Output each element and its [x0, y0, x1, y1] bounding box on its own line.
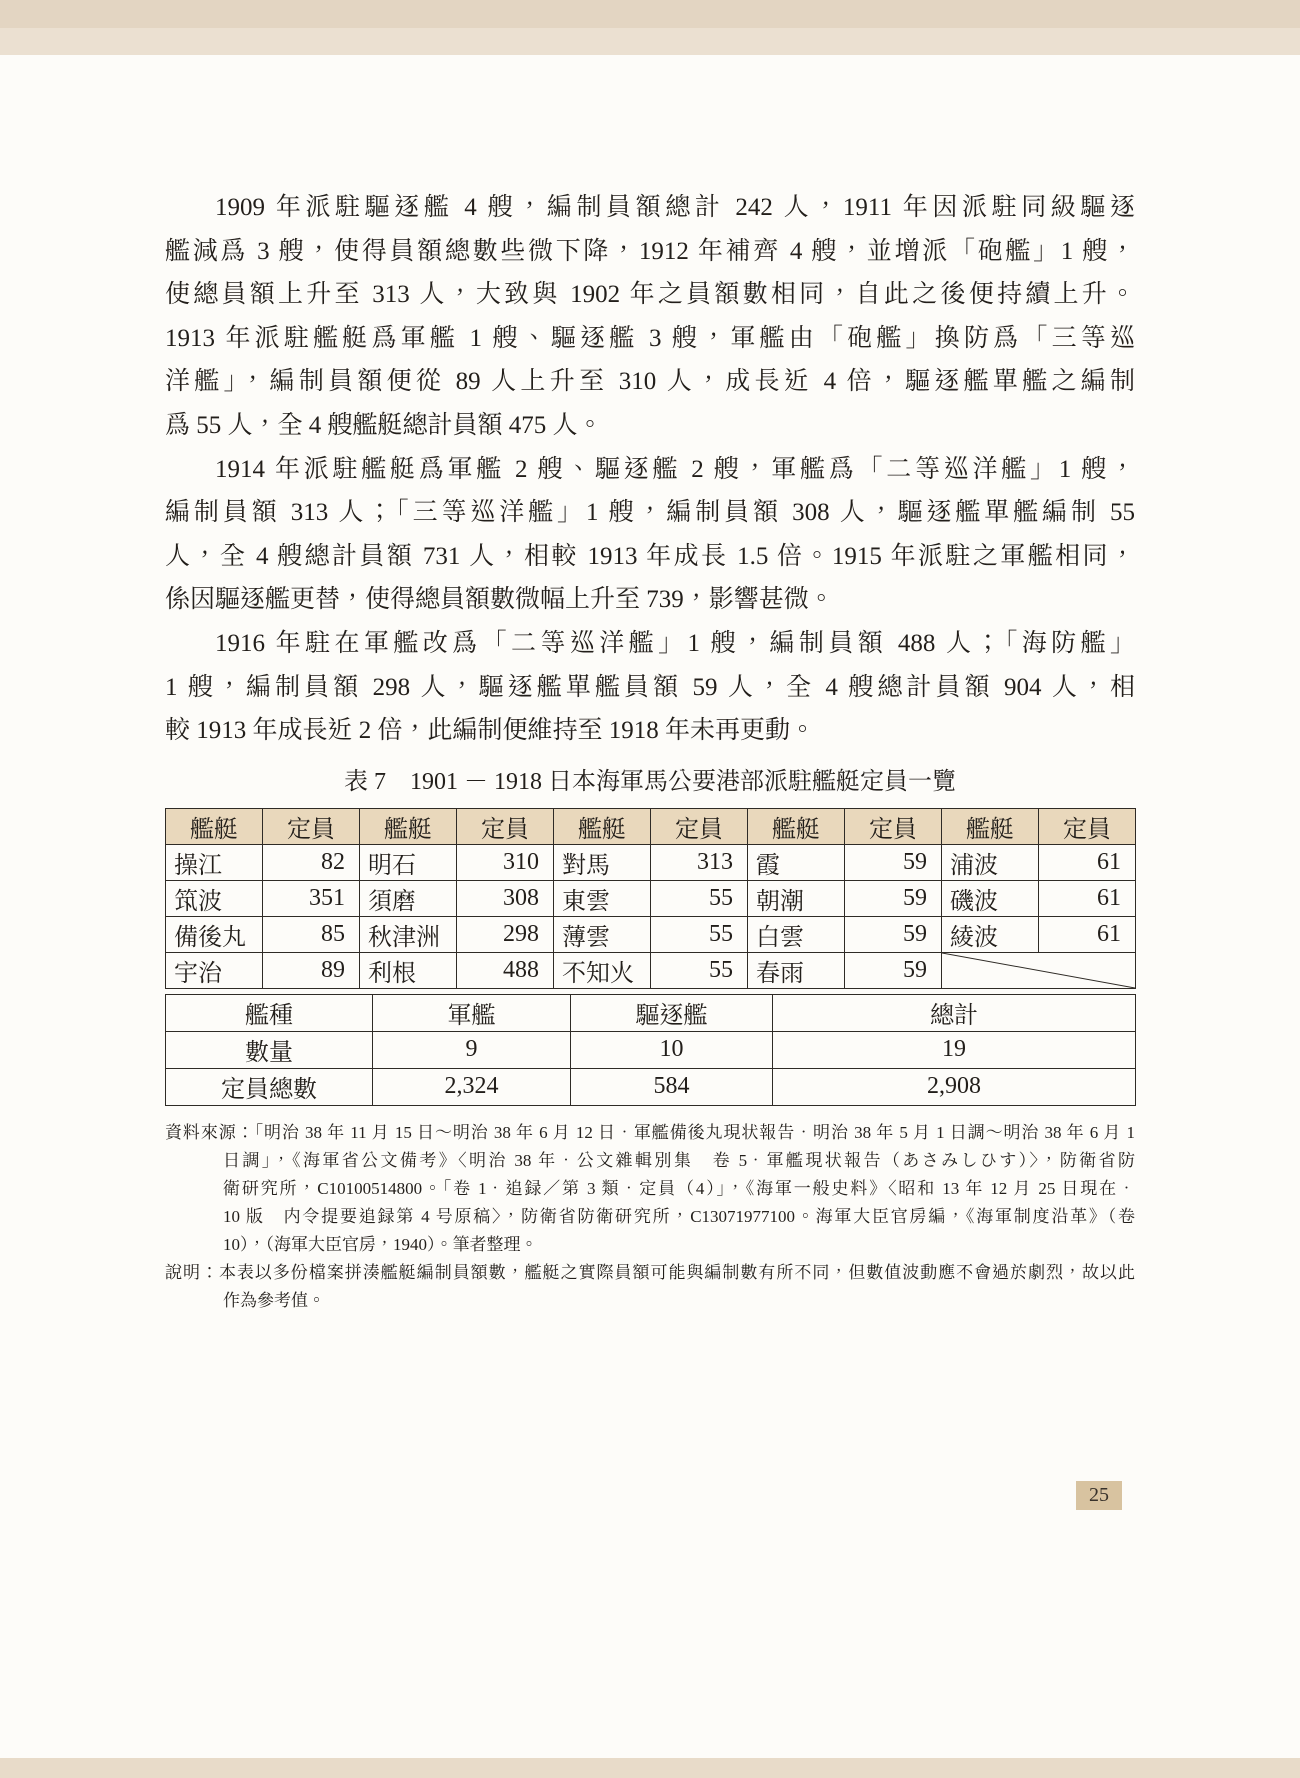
summary-cell: 總計 — [773, 994, 1136, 1031]
crew-count-cell: 59 — [845, 952, 942, 988]
table-row — [166, 952, 1136, 988]
footnotes — [165, 1119, 1135, 1315]
crew-count-cell: 298 — [457, 916, 554, 952]
ship-name-cell: 須磨 — [360, 880, 457, 916]
page-number — [1076, 1481, 1122, 1510]
summary-cell: 584 — [571, 1068, 773, 1105]
summary-cell: 10 — [571, 1031, 773, 1068]
column-header-crew: 定員 — [651, 808, 748, 844]
crew-count-cell: 55 — [651, 952, 748, 988]
crew-count-cell: 308 — [457, 880, 554, 916]
ship-name-cell: 綾波 — [942, 916, 1039, 952]
header-band — [0, 0, 1300, 55]
summary-row — [166, 1031, 1136, 1068]
column-header-crew: 定員 — [1039, 808, 1136, 844]
summary-cell: 數量 — [166, 1031, 373, 1068]
page-number-value: 25 — [1089, 1484, 1109, 1506]
crew-count-cell: 82 — [263, 844, 360, 880]
body-line: 1 艘，編制員額 298 人，驅逐艦單艦員額 59 人，全 4 艘總計員額 904 人，相 — [165, 673, 1135, 701]
source-note-line: 資料來源：「明治 38 年 11 月 15 日～明治 38 年 6 月 12 日‧軍艦備後丸現状報告‧明治 38 年 5 月 1 日調～明治 38 年 6 月 1 — [165, 1122, 1135, 1142]
table-header-row — [166, 808, 1136, 844]
summary-row — [166, 994, 1136, 1031]
crew-count-cell: 61 — [1039, 880, 1136, 916]
body-line: 較 1913 年成長近 2 倍，此編制便維持至 1918 年未再更動。 — [165, 717, 816, 745]
crew-count-cell: 59 — [845, 880, 942, 916]
ship-name-cell: 浦波 — [942, 844, 1039, 880]
page-content — [165, 186, 1135, 1315]
ship-name-cell: 對馬 — [554, 844, 651, 880]
body-line: 編制員額 313 人；「三等巡洋艦」1 艘，編制員額 308 人，驅逐艦單艦編制 55 — [165, 499, 1135, 527]
crew-count-cell: 61 — [1039, 844, 1136, 880]
table-row — [166, 880, 1136, 916]
footer-band — [0, 1758, 1300, 1778]
column-header-ship: 艦艇 — [554, 808, 651, 844]
body-line: 使總員額上升至 313 人，大致與 1902 年之員額數相同，自此之後便持續上升。 — [165, 281, 1135, 309]
column-header-crew: 定員 — [263, 808, 360, 844]
summary-cell: 定員總數 — [166, 1068, 373, 1105]
crew-count-cell: 55 — [651, 880, 748, 916]
column-header-ship: 艦艇 — [748, 808, 845, 844]
table-row — [166, 844, 1136, 880]
ship-name-cell: 東雲 — [554, 880, 651, 916]
crew-count-cell: 55 — [651, 916, 748, 952]
ship-name-cell: 明石 — [360, 844, 457, 880]
summary-cell: 艦種 — [166, 994, 373, 1031]
ship-name-cell: 春雨 — [748, 952, 845, 988]
body-line: 1914 年派駐艦艇爲軍艦 2 艘、驅逐艦 2 艘，軍艦爲「二等巡洋艦」1 艘， — [215, 455, 1135, 483]
ship-name-cell: 利根 — [360, 952, 457, 988]
empty-diagonal-cell — [942, 952, 1136, 988]
column-header-ship: 艦艇 — [942, 808, 1039, 844]
crew-table — [165, 808, 1136, 989]
ship-name-cell: 秋津洲 — [360, 916, 457, 952]
crew-count-cell: 59 — [845, 844, 942, 880]
summary-cell: 9 — [373, 1031, 571, 1068]
summary-cell: 軍艦 — [373, 994, 571, 1031]
diagonal-line — [942, 953, 1135, 988]
crew-count-cell: 61 — [1039, 916, 1136, 952]
body-line: 1916 年駐在軍艦改爲「二等巡洋艦」1 艘，編制員額 488 人；「海防艦」 — [215, 629, 1135, 657]
ship-name-cell: 宇治 — [166, 952, 263, 988]
summary-cell: 2,908 — [773, 1068, 1136, 1105]
source-note-line: 衛研究所，C10100514800。「卷 1‧追録／第 3 類‧定員（4）」，《海軍一般史料》〈昭和 13 年 12 月 25 日現在‧ — [223, 1178, 1135, 1198]
table-caption: 表 7 1901 － 1918 日本海軍馬公要港部派駐艦艇定員一覽 — [344, 768, 956, 795]
crew-count-cell: 313 — [651, 844, 748, 880]
crew-count-cell: 488 — [457, 952, 554, 988]
ship-name-cell: 不知火 — [554, 952, 651, 988]
body-line: 1909 年派駐驅逐艦 4 艘，編制員額總計 242 人，1911 年因派駐同級驅逐 — [215, 194, 1135, 221]
source-note-line: 日調」，《海軍省公文備考》〈明治 38 年‧公文雜輯別集 卷 5‧軍艦現状報告（あさみしひす）〉，防衛省防 — [223, 1150, 1135, 1170]
source-note-line: 10），（海軍大臣官房，1940）。筆者整理。 — [223, 1234, 538, 1254]
ship-name-cell: 霞 — [748, 844, 845, 880]
source-note-line: 10 版 内令提要追録第 4 号原稿〉，防衛省防衛研究所，C13071977100。海軍大臣官房編，《海軍制度沿革》（卷 — [223, 1206, 1135, 1226]
table-row — [166, 916, 1136, 952]
ship-name-cell: 朝潮 — [748, 880, 845, 916]
explanation-note-line: 說明：本表以多份檔案拼湊艦艇編制員額數，艦艇之實際員額可能與編制數有所不同，但數值波動應不會過於劇烈，故以此 — [165, 1262, 1135, 1282]
body-line: 艦減爲 3 艘，使得員額總數些微下降，1912 年補齊 4 艘，並增派「砲艦」1 艘， — [165, 237, 1135, 265]
body-line: 1913 年派駐艦艇爲軍艦 1 艘、驅逐艦 3 艘，軍艦由「砲艦」換防爲「三等巡 — [165, 324, 1135, 352]
column-header-ship: 艦艇 — [360, 808, 457, 844]
ship-name-cell: 操江 — [166, 844, 263, 880]
body-text — [165, 186, 1135, 753]
ship-name-cell: 薄雲 — [554, 916, 651, 952]
explanation-note-line: 作為參考值。 — [223, 1290, 325, 1310]
crew-count-cell: 351 — [263, 880, 360, 916]
crew-count-cell: 85 — [263, 916, 360, 952]
body-line: 係因驅逐艦更替，使得總員額數微幅上升至 739，影響甚微。 — [165, 586, 834, 614]
body-line: 洋艦」，編制員額便從 89 人上升至 310 人，成長近 4 倍，驅逐艦單艦之編制 — [165, 368, 1135, 396]
column-header-crew: 定員 — [457, 808, 554, 844]
crew-count-cell: 59 — [845, 916, 942, 952]
body-line: 爲 55 人，全 4 艘艦艇總計員額 475 人。 — [165, 411, 603, 439]
summary-cell: 19 — [773, 1031, 1136, 1068]
crew-count-cell: 89 — [263, 952, 360, 988]
ship-name-cell: 備後丸 — [166, 916, 263, 952]
summary-cell: 2,324 — [373, 1068, 571, 1105]
summary-cell: 驅逐艦 — [571, 994, 773, 1031]
ship-name-cell: 筑波 — [166, 880, 263, 916]
ship-name-cell: 白雲 — [748, 916, 845, 952]
column-header-crew: 定員 — [845, 808, 942, 844]
summary-row — [166, 1068, 1136, 1105]
ship-name-cell: 磯波 — [942, 880, 1039, 916]
summary-table — [165, 994, 1136, 1106]
column-header-ship: 艦艇 — [166, 808, 263, 844]
crew-count-cell: 310 — [457, 844, 554, 880]
body-line: 人，全 4 艘總計員額 731 人，相較 1913 年成長 1.5 倍。1915 年派駐之軍艦相同， — [165, 542, 1135, 570]
